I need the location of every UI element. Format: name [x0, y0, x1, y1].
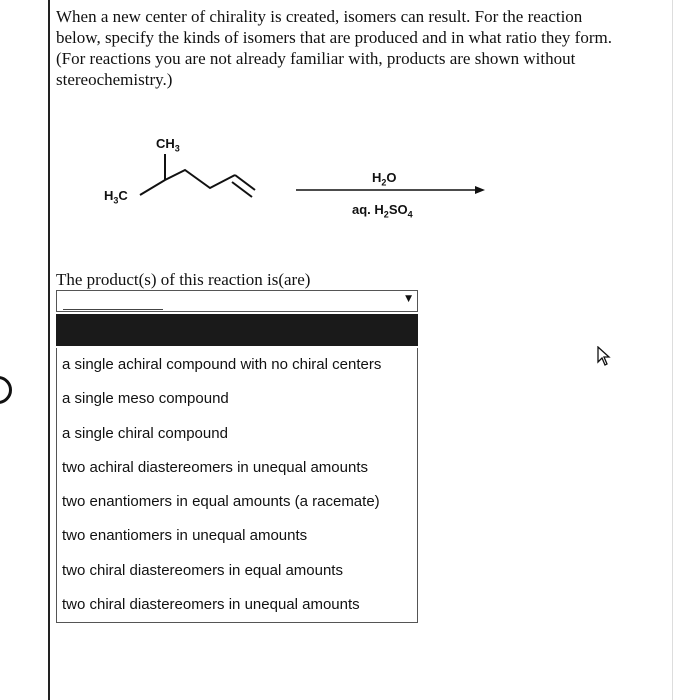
option-enantiomers-unequal[interactable]: two enantiomers in unequal amounts [62, 527, 308, 545]
option-single-achiral[interactable]: a single achiral compound with no chiral centers [62, 356, 382, 373]
right-border [672, 0, 673, 700]
reagent-water-label: $H_2O$ [372, 170, 397, 188]
reaction-scheme [90, 130, 510, 230]
dropdown-highlight-bar [56, 314, 418, 346]
dropdown-options-list [56, 348, 418, 623]
mouse-pointer-icon [597, 346, 611, 371]
option-achiral-diastereomers-unequal[interactable]: two achiral diastereomers in unequal amounts [62, 458, 368, 476]
reaction-arrow-head [475, 186, 485, 194]
option-enantiomers-equal[interactable]: two enantiomers in equal amounts (a racemate) [62, 493, 380, 511]
methyl-left-label: $H_3C$ [104, 188, 128, 206]
reaction-drawing [90, 130, 510, 230]
reagent-acid-label: aq. $H_2SO_4$ [352, 202, 413, 220]
option-chiral-diastereomers-unequal[interactable]: two chiral diastereomers in unequal amounts [62, 596, 360, 614]
option-chiral-diastereomers-equal[interactable]: two chiral diastereomers in equal amounts [62, 561, 343, 579]
pointer-shape [597, 346, 611, 366]
product-dropdown[interactable] [56, 290, 418, 312]
left-border [48, 0, 50, 700]
question-text: When a new center of chirality is created, isomers can result. For the reaction below, specify the kinds of isomers that are produced and in what ratio they form. (For reactions you are not already familiar with, products are shown without stereochemistry.) [56, 7, 612, 89]
methyl-top-label: $CH_3$ [156, 136, 180, 154]
edge-circle [0, 376, 12, 404]
option-single-meso[interactable]: a single meso compound [62, 390, 229, 408]
caret-down-icon[interactable]: ▼ [405, 294, 412, 304]
option-single-chiral[interactable]: a single chiral compound [62, 424, 228, 442]
dropdown-underline [63, 309, 163, 310]
carbon-chain [140, 170, 235, 195]
product-prompt: The product(s) of this reaction is(are) [56, 270, 311, 289]
